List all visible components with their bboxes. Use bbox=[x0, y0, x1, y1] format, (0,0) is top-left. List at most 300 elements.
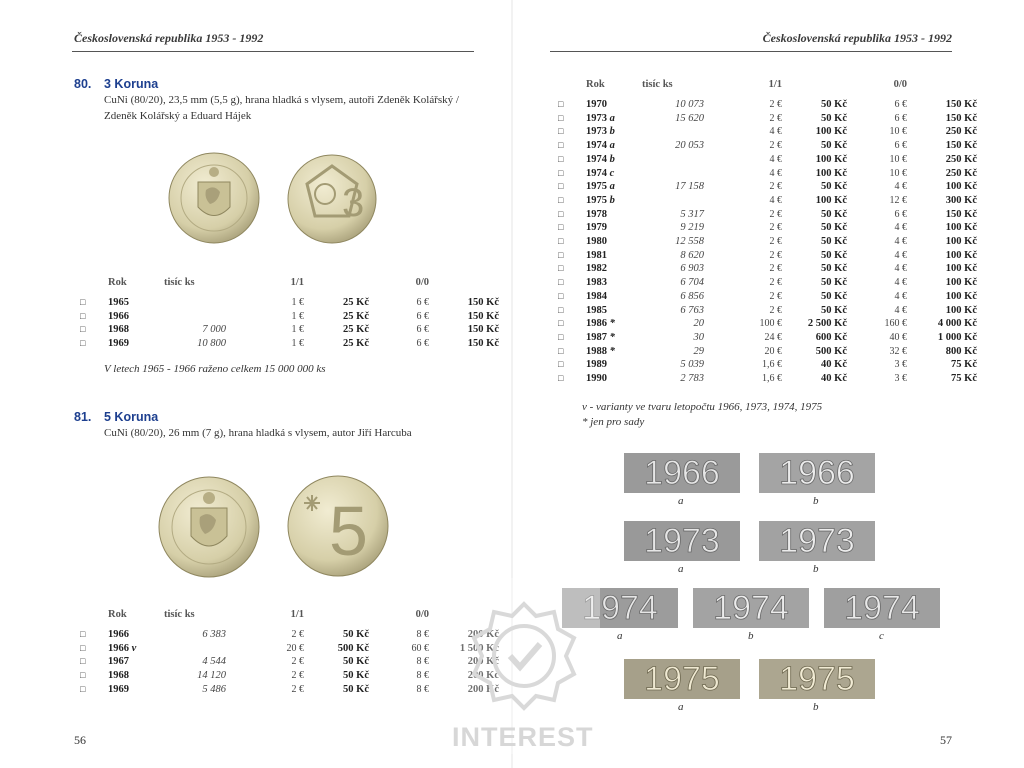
year-value: 1985 bbox=[586, 304, 607, 316]
price-czk-unc: 25 Kč bbox=[343, 310, 369, 322]
table-row bbox=[558, 290, 977, 304]
price-eur-proof: 4 € bbox=[894, 249, 907, 261]
svg-text:1975: 1975 bbox=[644, 660, 720, 698]
price-eur-proof: 4 € bbox=[894, 304, 907, 316]
price-czk-unc: 50 Kč bbox=[821, 112, 847, 124]
sets-note: * jen pro sady bbox=[582, 416, 645, 428]
table-row bbox=[80, 642, 499, 656]
price-czk-proof: 150 Kč bbox=[467, 310, 499, 322]
price-eur-unc: 2 € bbox=[291, 683, 304, 695]
year-cell bbox=[586, 125, 642, 139]
year-cell bbox=[586, 262, 642, 276]
year-value: 1986 bbox=[586, 318, 607, 330]
price-czk-unc: 50 Kč bbox=[821, 140, 847, 152]
section-number: 81. bbox=[74, 410, 92, 424]
price-czk-unc: 50 Kč bbox=[821, 277, 847, 289]
price-eur-unc: 1,6 € bbox=[762, 373, 782, 385]
variant-note: v - varianty ve tvaru letopočtu 1966, 1973, 1974, 1975 bbox=[582, 401, 823, 413]
section-81-table bbox=[80, 608, 499, 697]
watermark-text: INTEREST bbox=[452, 722, 594, 752]
year-value: 1982 bbox=[586, 263, 607, 275]
year-cell bbox=[586, 290, 642, 304]
checkbox-icon: □ bbox=[80, 338, 86, 349]
svg-text:1973: 1973 bbox=[779, 522, 855, 560]
price-eur-unc: 1 € bbox=[291, 324, 304, 336]
price-eur-proof: 6 € bbox=[894, 99, 907, 110]
table-row bbox=[558, 358, 977, 372]
col-ks: tisíc ks bbox=[164, 277, 195, 288]
table-row bbox=[558, 235, 977, 249]
price-czk-unc: 50 Kč bbox=[821, 99, 847, 110]
section-80-description bbox=[104, 92, 459, 124]
price-eur-unc: 1,6 € bbox=[762, 359, 782, 371]
variant-label: b bbox=[748, 630, 754, 642]
price-czk-unc: 100 Kč bbox=[815, 167, 847, 179]
variant-label: a bbox=[678, 701, 684, 713]
year-cell bbox=[586, 167, 642, 181]
variant-1966-a-image bbox=[624, 453, 740, 493]
mintage-cell: 29 bbox=[693, 345, 704, 357]
price-czk-proof: 100 Kč bbox=[945, 263, 977, 275]
checkbox-icon: □ bbox=[558, 373, 564, 384]
price-czk-proof: 1 500 Kč bbox=[459, 642, 499, 654]
year-cell bbox=[586, 112, 642, 126]
year-value: 1973 bbox=[586, 112, 607, 124]
section-81-title bbox=[74, 410, 158, 424]
price-eur-proof: 8 € bbox=[416, 670, 429, 682]
variant-1975-b-image bbox=[759, 659, 875, 699]
checkbox-icon: □ bbox=[558, 167, 564, 178]
price-eur-proof: 6 € bbox=[894, 208, 907, 220]
price-czk-unc: 50 Kč bbox=[821, 249, 847, 261]
coin-5kcs-reverse-image bbox=[287, 475, 389, 577]
price-eur-proof: 4 € bbox=[894, 181, 907, 193]
price-czk-proof: 200 Kč bbox=[467, 683, 499, 695]
year-value: 1974 bbox=[586, 167, 607, 179]
desc-line-2: Zdeněk Kolářský a Eduard Hájek bbox=[104, 110, 252, 122]
variant-mark: b bbox=[609, 126, 615, 138]
year-cell bbox=[586, 235, 642, 249]
table-row bbox=[80, 296, 499, 310]
price-eur-proof: 3 € bbox=[894, 373, 907, 385]
price-eur-unc: 2 € bbox=[769, 236, 782, 248]
table-row bbox=[558, 317, 977, 331]
col-grade2: 0/0 bbox=[893, 79, 907, 90]
table-row bbox=[558, 262, 977, 276]
col-rok: Rok bbox=[108, 609, 127, 620]
checkbox-icon: □ bbox=[558, 140, 564, 151]
price-czk-proof: 100 Kč bbox=[945, 277, 977, 289]
table-row bbox=[558, 208, 977, 222]
price-czk-unc: 50 Kč bbox=[821, 208, 847, 220]
price-eur-unc: 4 € bbox=[769, 153, 782, 165]
year-value: 1970 bbox=[586, 99, 607, 110]
table-row bbox=[80, 683, 499, 697]
price-czk-proof: 100 Kč bbox=[945, 236, 977, 248]
price-eur-unc: 2 € bbox=[291, 656, 304, 668]
price-eur-unc: 100 € bbox=[759, 318, 782, 330]
year-cell bbox=[586, 194, 642, 208]
price-eur-proof: 6 € bbox=[416, 310, 429, 322]
price-eur-proof: 3 € bbox=[894, 359, 907, 371]
year-cell bbox=[586, 180, 642, 194]
svg-text:1966: 1966 bbox=[644, 454, 720, 492]
price-eur-unc: 2 € bbox=[769, 181, 782, 193]
table-row bbox=[558, 139, 977, 153]
price-czk-unc: 50 Kč bbox=[821, 263, 847, 275]
col-grade2: 0/0 bbox=[415, 609, 429, 620]
mintage-cell bbox=[164, 296, 226, 310]
desc-line-1: CuNi (80/20), 23,5 mm (5,5 g), hrana hladká s vlysem, autoři Zdeněk Kolářský / bbox=[104, 94, 459, 106]
price-czk-unc: 50 Kč bbox=[821, 236, 847, 248]
year-cell bbox=[108, 337, 164, 351]
table-row bbox=[558, 112, 977, 126]
variant-mark: b bbox=[609, 194, 615, 206]
running-head-left: Československá republika 1953 - 1992 bbox=[74, 31, 264, 45]
variant-label: b bbox=[813, 495, 819, 507]
mintage-cell: 9 219 bbox=[680, 222, 704, 234]
price-eur-unc: 1 € bbox=[291, 310, 304, 322]
price-eur-proof: 8 € bbox=[416, 683, 429, 695]
svg-text:3: 3 bbox=[342, 181, 365, 225]
page-number-left: 56 bbox=[74, 733, 86, 747]
year-value: 1966 bbox=[108, 310, 129, 322]
year-value: 1968 bbox=[108, 324, 129, 336]
year-cell bbox=[586, 345, 642, 359]
price-eur-proof: 160 € bbox=[884, 318, 907, 330]
mintage-cell: 12 558 bbox=[675, 236, 704, 248]
price-eur-unc: 2 € bbox=[769, 140, 782, 152]
checkbox-icon: □ bbox=[558, 345, 564, 356]
price-eur-unc: 2 € bbox=[769, 99, 782, 110]
table-row bbox=[558, 180, 977, 194]
checkbox-icon: □ bbox=[558, 290, 564, 301]
coin-5kcs-obverse-image bbox=[158, 476, 260, 578]
col-grade1: 1/1 bbox=[290, 277, 304, 288]
table-row bbox=[80, 669, 499, 683]
mintage-cell: 10 800 bbox=[197, 338, 226, 350]
header-rule-left bbox=[72, 51, 474, 52]
year-value: 1974 bbox=[586, 153, 607, 165]
table-row bbox=[80, 323, 499, 337]
table-row bbox=[558, 98, 977, 112]
desc-line-1: CuNi (80/20), 26 mm (7 g), hrana hladká s vlysem, autor Jiří Harcuba bbox=[104, 427, 412, 439]
mintage-cell: 8 620 bbox=[680, 249, 704, 261]
svg-text:1973: 1973 bbox=[644, 522, 720, 560]
col-grade2: 0/0 bbox=[415, 277, 429, 288]
coin-3kcs-obverse-image bbox=[168, 152, 260, 244]
price-czk-proof: 250 Kč bbox=[945, 167, 977, 179]
checkbox-icon: □ bbox=[558, 249, 564, 260]
variant-mark: a bbox=[609, 140, 615, 152]
price-czk-unc: 100 Kč bbox=[815, 126, 847, 138]
year-value: 1989 bbox=[586, 359, 607, 371]
price-eur-unc: 4 € bbox=[769, 167, 782, 179]
price-eur-proof: 40 € bbox=[889, 331, 907, 343]
svg-text:1974: 1974 bbox=[713, 589, 789, 627]
table-row bbox=[80, 655, 499, 669]
price-eur-unc: 4 € bbox=[769, 126, 782, 138]
variant-mark: c bbox=[609, 167, 615, 179]
checkbox-icon: □ bbox=[80, 656, 86, 667]
year-value: 1974 bbox=[586, 140, 607, 152]
mintage-cell: 4 544 bbox=[202, 656, 226, 668]
year-cell bbox=[108, 655, 164, 669]
price-eur-unc: 24 € bbox=[764, 331, 782, 343]
table-row bbox=[558, 194, 977, 208]
variant-mark: * bbox=[609, 318, 615, 330]
mintage-cell: 15 620 bbox=[675, 112, 704, 124]
price-czk-proof: 4 000 Kč bbox=[937, 318, 977, 330]
price-czk-proof: 800 Kč bbox=[945, 345, 977, 357]
price-czk-proof: 150 Kč bbox=[467, 297, 499, 308]
price-czk-unc: 50 Kč bbox=[821, 181, 847, 193]
price-eur-unc: 2 € bbox=[769, 249, 782, 261]
price-czk-unc: 600 Kč bbox=[815, 331, 847, 343]
price-eur-unc: 1 € bbox=[291, 338, 304, 350]
price-eur-proof: 4 € bbox=[894, 236, 907, 248]
table-row bbox=[558, 153, 977, 167]
price-czk-unc: 40 Kč bbox=[821, 359, 847, 371]
price-eur-unc: 1 € bbox=[291, 297, 304, 308]
mintage-cell: 7 000 bbox=[202, 324, 226, 336]
year-value: 1978 bbox=[586, 208, 607, 220]
price-czk-proof: 200 Kč bbox=[467, 670, 499, 682]
price-czk-unc: 2 500 Kč bbox=[807, 318, 847, 330]
year-cell bbox=[586, 221, 642, 235]
year-value: 1975 bbox=[586, 194, 607, 206]
checkbox-icon: □ bbox=[558, 99, 564, 109]
variant-label: a bbox=[678, 563, 684, 575]
price-eur-proof: 6 € bbox=[894, 140, 907, 152]
variant-mark: v bbox=[131, 642, 137, 654]
price-eur-unc: 2 € bbox=[291, 670, 304, 682]
section-name: 5 Koruna bbox=[104, 410, 159, 424]
checkbox-icon: □ bbox=[558, 236, 564, 247]
price-eur-proof: 10 € bbox=[889, 167, 907, 179]
section-number: 80. bbox=[74, 77, 92, 91]
checkbox-icon: □ bbox=[558, 126, 564, 137]
mintage-cell bbox=[164, 642, 226, 656]
col-ks: tisíc ks bbox=[642, 79, 673, 90]
table-row bbox=[558, 372, 977, 386]
price-eur-unc: 2 € bbox=[769, 222, 782, 234]
checkbox-icon: □ bbox=[558, 263, 564, 274]
svg-text:5: 5 bbox=[329, 492, 368, 570]
year-value: 1980 bbox=[586, 236, 607, 248]
table-row bbox=[80, 628, 499, 642]
price-czk-unc: 100 Kč bbox=[815, 194, 847, 206]
price-czk-unc: 25 Kč bbox=[343, 324, 369, 336]
header-rule-right bbox=[550, 51, 952, 52]
price-czk-unc: 50 Kč bbox=[343, 656, 369, 668]
table-row bbox=[558, 276, 977, 290]
variant-mark: a bbox=[609, 112, 615, 124]
section-80-title bbox=[74, 77, 158, 91]
price-eur-proof: 6 € bbox=[894, 112, 907, 124]
price-eur-proof: 6 € bbox=[416, 338, 429, 350]
variant-1966-b-image bbox=[759, 453, 875, 493]
mintage-cell: 14 120 bbox=[197, 670, 226, 682]
price-eur-proof: 6 € bbox=[416, 297, 429, 308]
coin-3kcs-reverse-image bbox=[287, 154, 377, 244]
price-eur-proof: 32 € bbox=[889, 345, 907, 357]
mintage-cell: 6 903 bbox=[680, 263, 704, 275]
year-cell bbox=[586, 98, 642, 112]
checkbox-icon: □ bbox=[80, 324, 86, 335]
year-cell bbox=[108, 642, 164, 656]
price-eur-unc: 20 € bbox=[286, 642, 304, 654]
rows bbox=[80, 296, 499, 351]
col-rok: Rok bbox=[108, 277, 127, 288]
mintage-cell: 6 383 bbox=[202, 629, 226, 640]
checkbox-icon: □ bbox=[558, 181, 564, 192]
price-czk-proof: 150 Kč bbox=[467, 324, 499, 336]
checkbox-icon: □ bbox=[80, 310, 86, 321]
table-row bbox=[558, 221, 977, 235]
checkbox-icon: □ bbox=[558, 331, 564, 342]
price-eur-unc: 20 € bbox=[764, 345, 782, 357]
mintage-cell: 6 704 bbox=[680, 277, 704, 289]
year-value: 1975 bbox=[586, 181, 607, 193]
checkbox-icon: □ bbox=[558, 359, 564, 370]
table-header-row bbox=[80, 276, 499, 296]
price-czk-proof: 100 Kč bbox=[945, 222, 977, 234]
mintage-cell bbox=[642, 125, 704, 139]
price-eur-proof: 4 € bbox=[894, 263, 907, 275]
variant-mark: * bbox=[609, 331, 615, 343]
mintage-cell bbox=[164, 310, 226, 324]
variant-label: a bbox=[617, 630, 623, 642]
section-80-table bbox=[80, 276, 499, 351]
table-header-row bbox=[80, 608, 499, 628]
section-81-description bbox=[104, 425, 412, 441]
year-cell bbox=[108, 683, 164, 697]
year-cell bbox=[586, 249, 642, 263]
col-grade1: 1/1 bbox=[768, 79, 782, 90]
year-cell bbox=[586, 372, 642, 386]
price-eur-proof: 4 € bbox=[894, 277, 907, 289]
year-cell bbox=[586, 317, 642, 331]
price-czk-unc: 25 Kč bbox=[343, 338, 369, 350]
rows bbox=[80, 628, 499, 697]
section-name: 3 Koruna bbox=[104, 77, 159, 91]
year-value: 1983 bbox=[586, 277, 607, 289]
year-value: 1969 bbox=[108, 683, 129, 695]
checkbox-icon: □ bbox=[558, 318, 564, 329]
year-cell bbox=[586, 208, 642, 222]
year-cell bbox=[108, 669, 164, 683]
price-czk-proof: 150 Kč bbox=[945, 99, 977, 110]
mintage-cell: 5 486 bbox=[202, 683, 226, 695]
mintage-cell: 5 039 bbox=[680, 359, 704, 371]
mintage-cell: 5 317 bbox=[680, 208, 704, 220]
price-eur-unc: 2 € bbox=[769, 208, 782, 220]
variant-1975-a-image bbox=[624, 659, 740, 699]
mintage-cell: 17 158 bbox=[675, 181, 704, 193]
price-eur-proof: 4 € bbox=[894, 290, 907, 302]
price-czk-unc: 50 Kč bbox=[821, 290, 847, 302]
table-row bbox=[558, 345, 977, 359]
checkbox-icon: □ bbox=[80, 629, 86, 639]
price-czk-proof: 150 Kč bbox=[945, 140, 977, 152]
year-value: 1966 bbox=[108, 642, 129, 654]
price-eur-unc: 2 € bbox=[769, 112, 782, 124]
table-row bbox=[558, 167, 977, 181]
year-value: 1973 bbox=[586, 126, 607, 138]
price-czk-proof: 75 Kč bbox=[951, 359, 977, 371]
price-eur-unc: 2 € bbox=[769, 290, 782, 302]
price-czk-proof: 100 Kč bbox=[945, 304, 977, 316]
price-czk-unc: 500 Kč bbox=[815, 345, 847, 357]
col-ks: tisíc ks bbox=[164, 609, 195, 620]
year-cell bbox=[108, 628, 164, 642]
checkbox-icon: □ bbox=[558, 277, 564, 288]
price-czk-unc: 40 Kč bbox=[821, 373, 847, 385]
svg-text:1966: 1966 bbox=[779, 454, 855, 492]
mintage-cell: 30 bbox=[693, 331, 704, 343]
price-czk-unc: 50 Kč bbox=[343, 670, 369, 682]
year-cell bbox=[108, 296, 164, 310]
table-row bbox=[80, 337, 499, 351]
svg-text:1974: 1974 bbox=[582, 589, 658, 627]
checkbox-icon: □ bbox=[80, 642, 86, 653]
year-cell bbox=[108, 310, 164, 324]
price-czk-unc: 500 Kč bbox=[337, 642, 369, 654]
year-value: 1988 bbox=[586, 345, 607, 357]
year-value: 1967 bbox=[108, 656, 129, 668]
variant-label: a bbox=[678, 495, 684, 507]
variant-mark: b bbox=[609, 153, 615, 165]
price-eur-proof: 12 € bbox=[889, 194, 907, 206]
year-value: 1969 bbox=[108, 338, 129, 350]
year-cell bbox=[586, 358, 642, 372]
section-81-continued-table bbox=[558, 78, 977, 386]
year-value: 1965 bbox=[108, 297, 129, 308]
mintage-cell: 6 763 bbox=[680, 304, 704, 316]
price-eur-proof: 8 € bbox=[416, 656, 429, 668]
price-eur-proof: 4 € bbox=[894, 222, 907, 234]
mintage-cell: 6 856 bbox=[680, 290, 704, 302]
col-rok: Rok bbox=[586, 79, 605, 90]
year-cell bbox=[586, 153, 642, 167]
section-80-note: V letech 1965 - 1966 raženo celkem 15 000 000 ks bbox=[104, 363, 326, 375]
variant-label: b bbox=[813, 563, 819, 575]
variant-1974-b-image bbox=[693, 588, 809, 628]
table-row bbox=[558, 331, 977, 345]
year-cell bbox=[586, 276, 642, 290]
price-czk-unc: 50 Kč bbox=[821, 222, 847, 234]
year-cell bbox=[586, 331, 642, 345]
price-eur-proof: 60 € bbox=[411, 642, 429, 654]
price-czk-proof: 250 Kč bbox=[945, 153, 977, 165]
table-row bbox=[558, 304, 977, 318]
price-eur-unc: 4 € bbox=[769, 194, 782, 206]
year-cell bbox=[586, 139, 642, 153]
price-eur-unc: 2 € bbox=[291, 629, 304, 640]
price-eur-proof: 10 € bbox=[889, 126, 907, 138]
price-czk-proof: 300 Kč bbox=[945, 194, 977, 206]
price-czk-proof: 150 Kč bbox=[945, 208, 977, 220]
price-czk-unc: 100 Kč bbox=[815, 153, 847, 165]
checkbox-icon: □ bbox=[80, 670, 86, 681]
variant-label: c bbox=[879, 630, 884, 642]
price-czk-unc: 25 Kč bbox=[343, 297, 369, 308]
variant-1974-c-image bbox=[824, 588, 940, 628]
table-row bbox=[80, 310, 499, 324]
mintage-cell: 2 783 bbox=[680, 373, 704, 385]
checkbox-icon: □ bbox=[558, 194, 564, 205]
